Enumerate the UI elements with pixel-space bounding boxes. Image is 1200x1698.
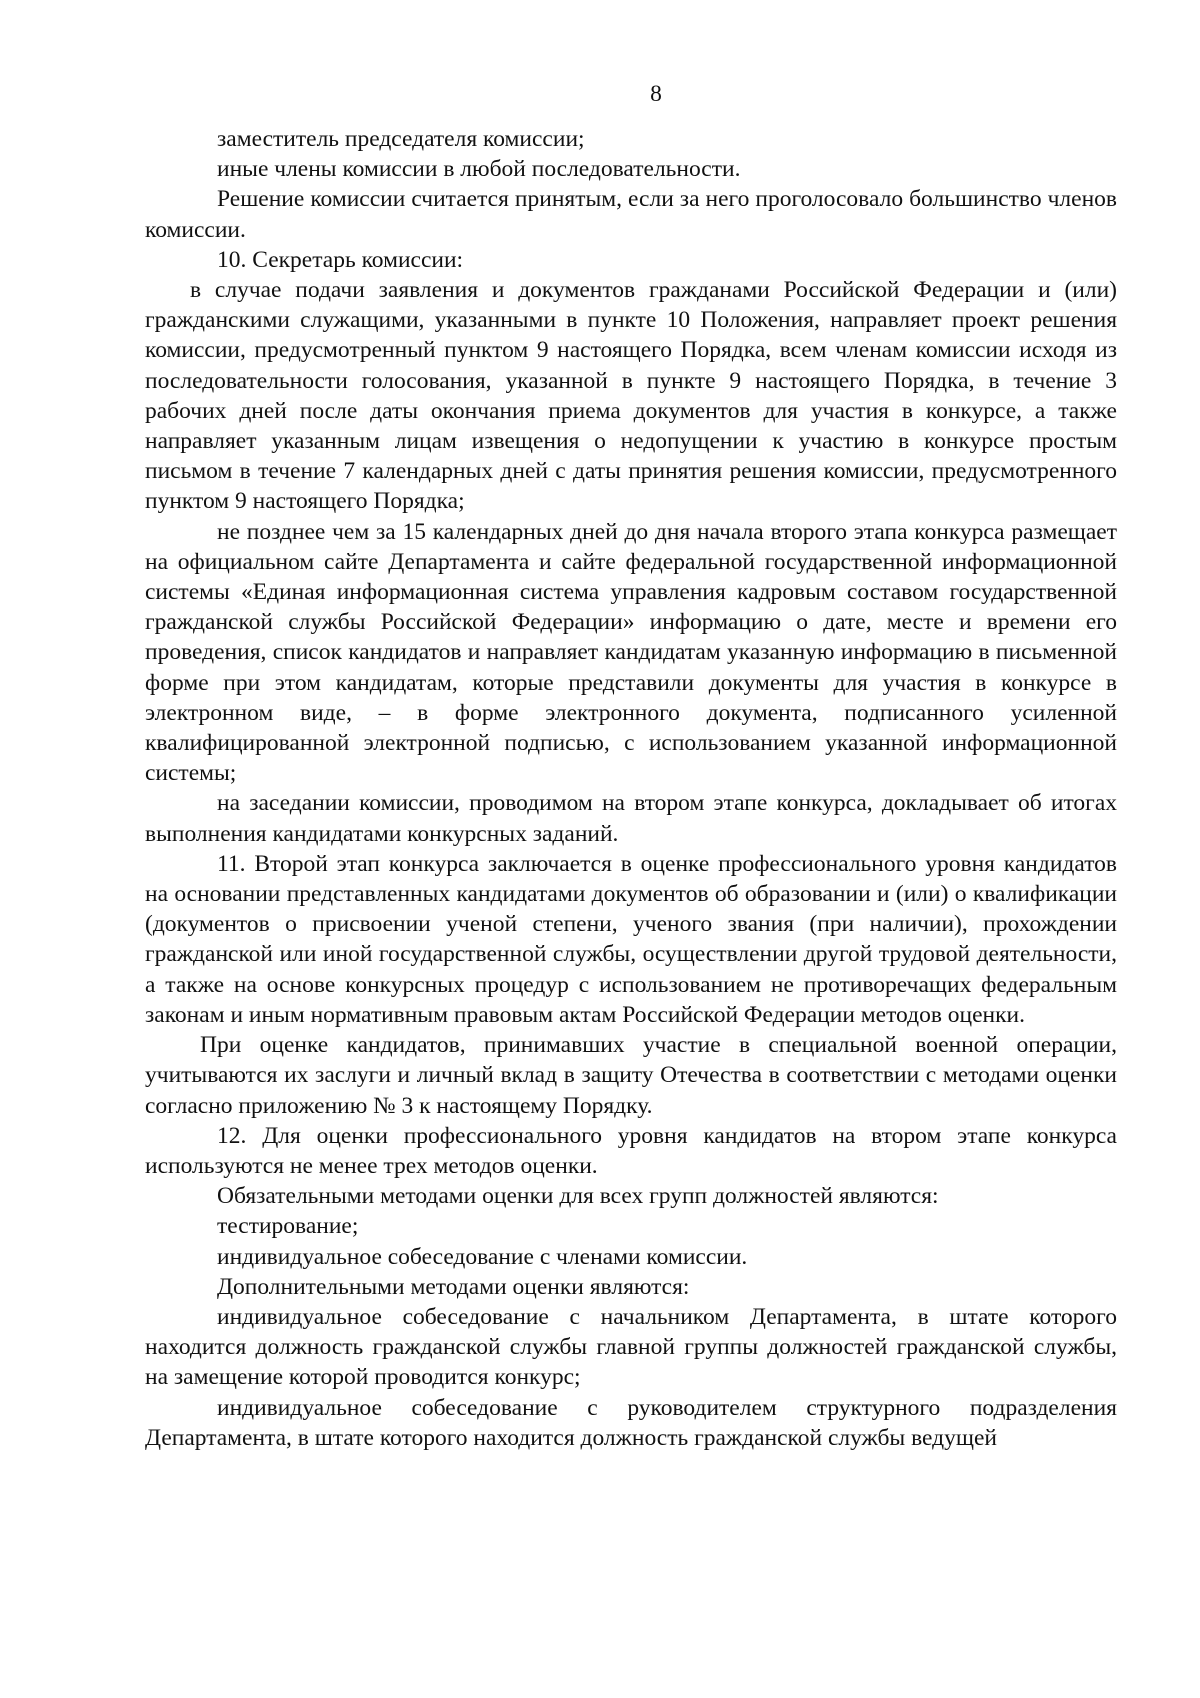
paragraph-additional-methods: Дополнительными методами оценки являются: — [217, 1273, 690, 1300]
paragraph-interview-unit-head: индивидуальное собеседование с руководителем структурного подразделения Департамента, в штате которого находится должность гражданской службы ведущей — [145, 1394, 1117, 1451]
paragraph-decision-rule: Решение комиссии считается принятым, если за него проголосовало большинство членов комиссии. — [145, 186, 1117, 243]
paragraph-item-11: 11. Второй этап конкурса заключается в оценке профессионального уровня кандидатов на основании представленных кандидатами документов об образовании и (или) о квалификации (документов о присвоении ученой степени, ученого звания (при наличии), прохождении гражданской или иной государственной службы, осуществлении другой трудовой деятельности, а также на основе конкурсных процедур с использованием не противоречащих федеральным законам и иным нормативным правовым актам Российской Федерации методов оценки. — [145, 850, 1117, 1028]
paragraph-mandatory-methods: Обязательными методами оценки для всех групп должностей являются: — [217, 1183, 939, 1210]
paragraph-interview-members: индивидуальное собеседование с членами комиссии. — [217, 1243, 748, 1270]
paragraph-secretary-duty-3: на заседании комиссии, проводимом на втором этапе конкурса, докладывает об итогах выполнения кандидатами конкурсных заданий. — [145, 790, 1117, 847]
paragraph-secretary-duty-2: не позднее чем за 15 календарных дней до дня начала второго этапа конкурса размещает на официальном сайте Департамента и сайте федеральной государственной информационной системы «Единая информационная система управления кадровым составом государственной гражданской службы Российской Федерации» информацию о дате, месте и времени его проведения, список кандидатов и направляет кандидатам указанную информацию в письменной форме при этом кандидатам, которые представили документы для участия в конкурсе в электронном виде, – в форме электронного документа, подписанного усиленной квалифицированной электронной подписью, с использованием указанной информационной системы; — [145, 518, 1117, 787]
paragraph-interview-head: индивидуальное собеседование с начальником Департамента, в штате которого находится должность гражданской службы главной группы должностей гражданской службы, на замещение которой проводится конкурс; — [145, 1303, 1117, 1391]
paragraph-item-12: 12. Для оценки профессионального уровня кандидатов на втором этапе конкурса используются не менее трех методов оценки. — [145, 1122, 1117, 1179]
paragraph-item-10-heading: 10. Секретарь комиссии: — [217, 246, 464, 273]
paragraph-testing: тестирование; — [217, 1213, 359, 1240]
paragraph-other-members: иные члены комиссии в любой последовательности. — [217, 156, 741, 183]
paragraph-svo-participants: При оценке кандидатов, принимавших участие в специальной военной операции, учитываются их заслуги и личный вклад в защиту Отечества в соответствии с методами оценки согласно приложению № 3 к настоящему Порядку. — [145, 1032, 1117, 1119]
paragraph-secretary-duty-1: в случае подачи заявления и документов гражданами Российской Федерации и (или) гражданскими служащими, указанными в пункте 10 Положения, направляет проект решения комиссии, предусмотренный пунктом 9 настоящего Порядка, всем членам комиссии исходя из последовательности голосования, указанной в пункте 9 настоящего Порядка, в течение 3 рабочих дней после даты окончания приема документов для участия в конкурсе, а также направляет указанным лицам извещения о недопущении к участию в конкурсе простым письмом в течение 7 календарных дней с даты принятия решения комиссии, предусмотренного пунктом 9 настоящего Порядка; — [145, 277, 1117, 515]
page-number: 8 — [650, 81, 662, 107]
paragraph-deputy-chair: заместитель председателя комиссии; — [217, 126, 585, 152]
